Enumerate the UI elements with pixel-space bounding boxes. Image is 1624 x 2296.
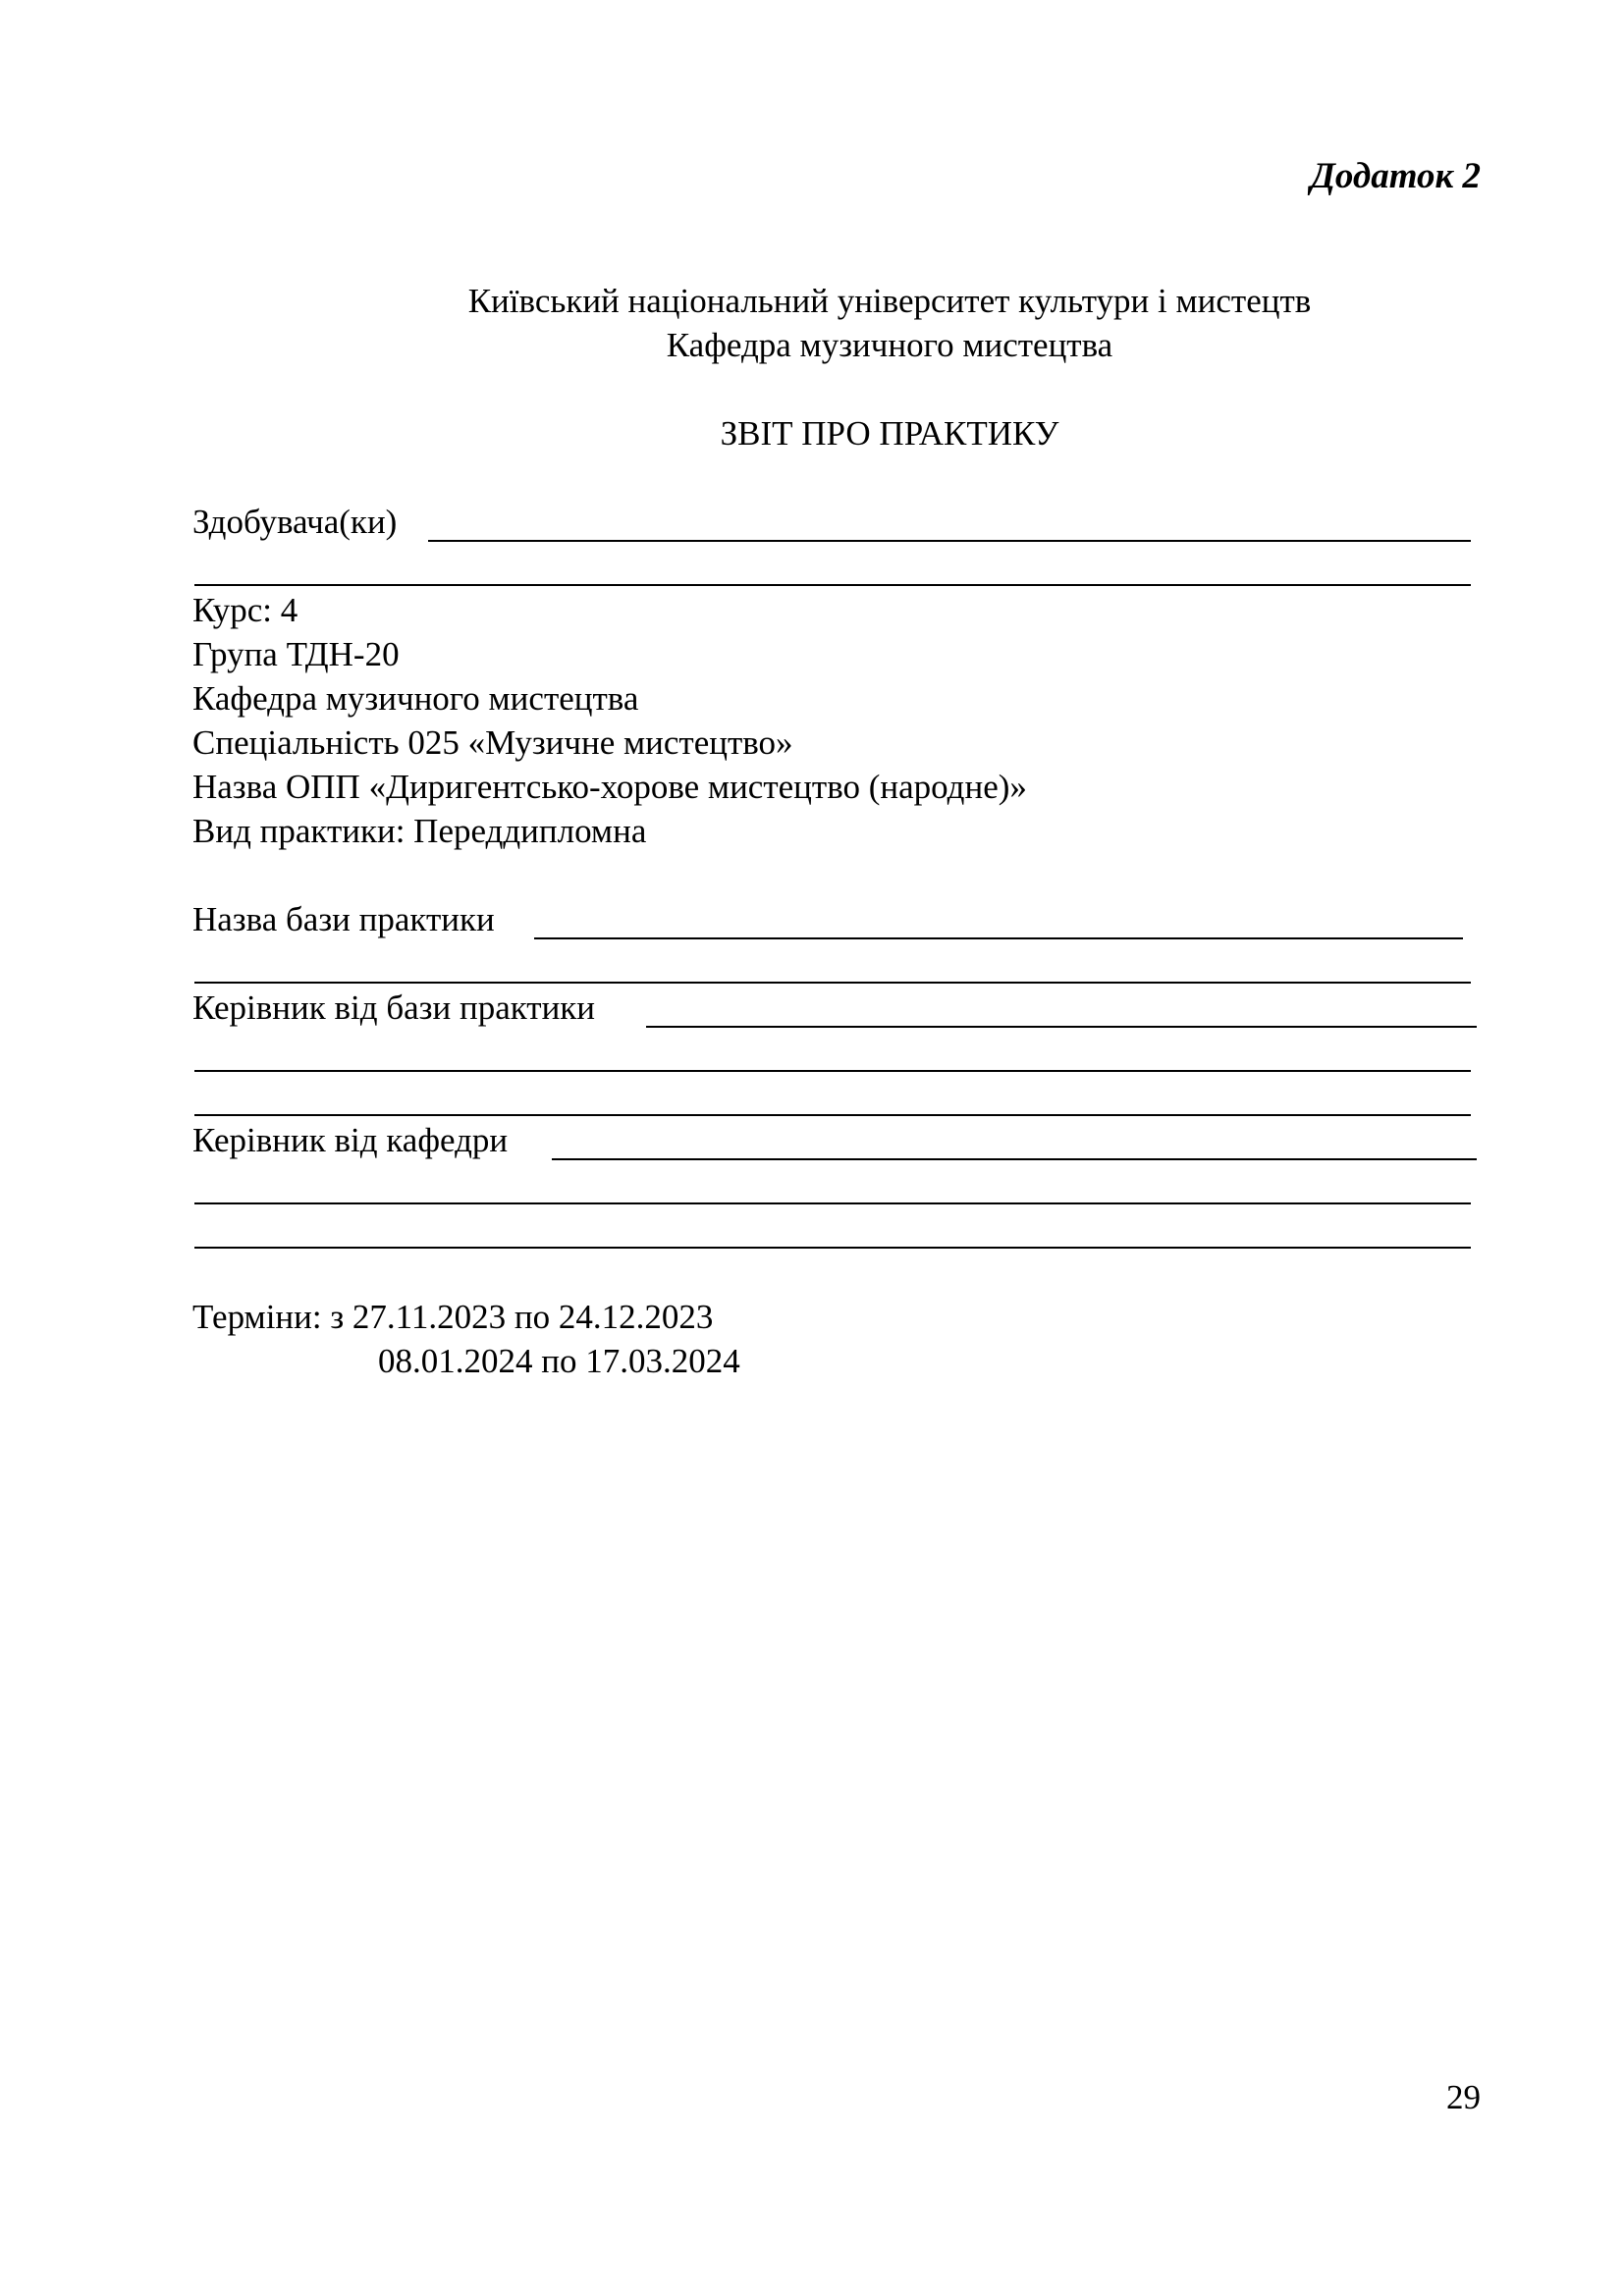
department-line: Кафедра музичного мистецтва — [192, 679, 639, 718]
student-name-line-2[interactable] — [194, 584, 1471, 586]
terms-line-2: 08.01.2024 по 17.03.2024 — [378, 1342, 740, 1380]
student-label: Здобувача(ки) — [192, 503, 398, 541]
base-name-line-2[interactable] — [194, 982, 1471, 984]
department-name: Кафедра музичного мистецтва — [666, 326, 1113, 364]
report-title: ЗВІТ ПРО ПРАКТИКУ — [720, 414, 1059, 453]
base-supervisor-line-3[interactable] — [194, 1114, 1471, 1116]
base-supervisor-line-2[interactable] — [194, 1070, 1471, 1072]
dept-supervisor-line-2[interactable] — [194, 1202, 1471, 1204]
dept-supervisor-line-3[interactable] — [194, 1247, 1471, 1249]
base-name-label: Назва бази практики — [192, 900, 495, 938]
page-number: 29 — [1446, 2078, 1481, 2116]
base-supervisor-label: Керівник від бази практики — [192, 988, 596, 1027]
specialty-line: Спеціальність 025 «Музичне мистецтво» — [192, 723, 793, 762]
university-name: Київський національний університет культури і мистецтв — [467, 282, 1312, 320]
appendix-label: Додаток 2 — [1310, 156, 1481, 196]
terms-line-1: Терміни: з 27.11.2023 по 24.12.2023 — [192, 1298, 714, 1336]
group-line: Група ТДН-20 — [192, 635, 400, 673]
course-line: Курс: 4 — [192, 591, 298, 629]
base-name-line[interactable] — [534, 937, 1463, 939]
base-supervisor-line[interactable] — [646, 1026, 1477, 1028]
dept-supervisor-label: Керівник від кафедри — [192, 1121, 509, 1159]
practice-type-line: Вид практики: Переддипломна — [192, 812, 647, 850]
student-name-line[interactable] — [428, 540, 1471, 542]
program-line: Назва ОПП «Диригентсько-хорове мистецтво (народне)» — [192, 768, 1027, 806]
dept-supervisor-line[interactable] — [552, 1158, 1477, 1160]
